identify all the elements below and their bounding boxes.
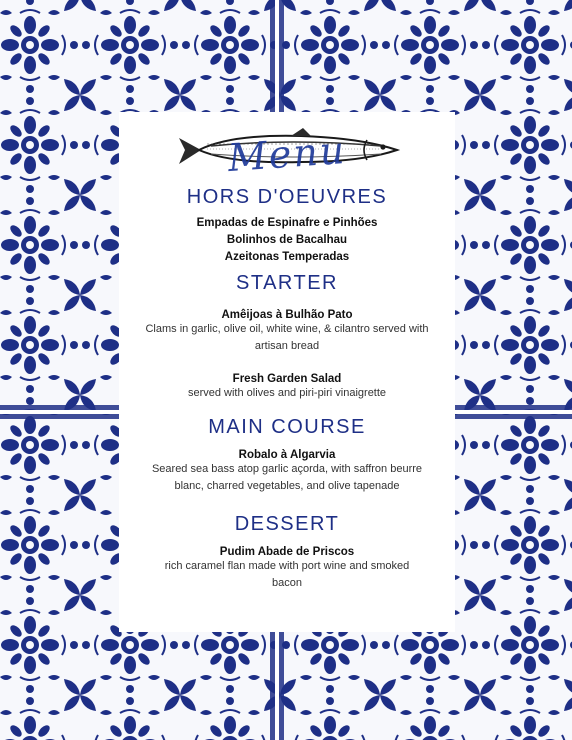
menu-script-title: Menu — [226, 127, 348, 181]
section-heading: HORS D'OEUVRES — [186, 186, 388, 208]
menu-item — [119, 546, 455, 592]
dish-description: Clams in garlic, olive oil, white wine, & cilantro served with artisan bread — [145, 323, 429, 352]
dish-name: Amêijoas à Bulhão Pato — [221, 309, 353, 321]
section-dessert — [119, 513, 455, 592]
dish-name: Empadas de Espinafre e Pinhões — [196, 217, 378, 229]
section-heading: MAIN COURSE — [208, 416, 366, 438]
dish-name: Bolinhos de Bacalhau — [226, 234, 348, 246]
menu-item — [119, 449, 455, 495]
dish-name: Robalo à Algarvia — [238, 449, 336, 461]
section-heading: DESSERT — [234, 513, 340, 535]
dish-name: Fresh Garden Salad — [232, 373, 342, 385]
dish-name: Azeitonas Temperadas — [224, 251, 350, 263]
dish-description: rich caramel flan made with port wine and smoked bacon — [164, 560, 410, 589]
dish-name: Pudim Abade de Priscos — [219, 546, 355, 558]
dish-description: served with olives and piri-piri vinaigrette — [187, 387, 387, 399]
dish-description: Seared sea bass atop garlic açorda, with saffron beurre blanc, charred vegetables, and olive tapenade — [151, 463, 423, 492]
menu-card — [119, 112, 455, 632]
section-starter — [119, 272, 455, 402]
section-main-course — [119, 416, 455, 495]
section-hors-doeuvres — [119, 186, 455, 266]
sardine-fish-icon — [171, 124, 403, 181]
menu-item — [119, 309, 455, 355]
menu-item — [119, 373, 455, 402]
section-heading: STARTER — [236, 272, 338, 294]
